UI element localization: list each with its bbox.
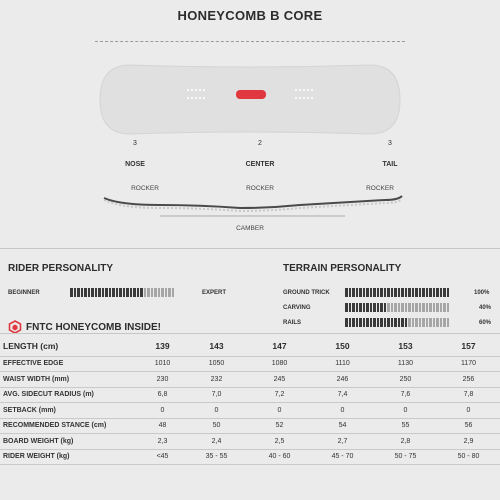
terrain-level-tick [366,288,369,297]
terrain-level-tick [436,303,439,312]
ground-trick-value: 100% [474,290,490,296]
table-cell: 55 [374,418,437,434]
table-cell: 256 [437,372,500,388]
terrain-level-tick [384,318,387,327]
length-cell: 153 [374,337,437,356]
table-cell: <45 [140,449,185,465]
row-label: RECOMMENDED STANCE (cm) [0,418,140,434]
table-cell: 230 [140,372,185,388]
section-divider [0,248,500,249]
terrain-level-tick [415,288,418,297]
rider-level-tick [74,288,77,297]
table-cell: 35 - 55 [185,449,248,465]
rider-level-tick [112,288,115,297]
terrain-level-tick [359,318,362,327]
snowboard-top-view [100,65,400,134]
table-cell: 0 [248,403,311,419]
table-cell: 1050 [185,356,248,372]
zone-nose [95,140,175,168]
tail-profile-label: ROCKER [366,185,394,192]
terrain-level-tick [422,318,425,327]
table-cell: 246 [311,372,374,388]
terrain-level-tick [345,318,348,327]
table-cell: 2,5 [248,434,311,450]
zone-tail-number: 3 [388,140,392,147]
terrain-level-tick [366,303,369,312]
rider-level-tick [98,288,101,297]
row-label: EFFECTIVE EDGE [0,356,140,372]
table-row [0,449,500,465]
terrain-level-tick [408,318,411,327]
zone-center [220,140,300,168]
terrain-level-tick [429,318,432,327]
terrain-level-tick [352,288,355,297]
terrain-level-tick [384,288,387,297]
zone-nose-name: NOSE [125,161,145,168]
carving-meter [345,303,449,312]
center-profile-label: ROCKER [246,185,274,192]
rider-level-tick [168,288,171,297]
table-cell: 7,2 [248,387,311,403]
table-row [0,356,500,372]
terrain-level-tick [419,288,422,297]
terrain-level-tick [394,288,397,297]
table-cell: 48 [140,418,185,434]
terrain-level-tick [426,288,429,297]
table-cell: 7,0 [185,387,248,403]
table-cell: 50 - 75 [374,449,437,465]
terrain-level-tick [405,318,408,327]
terrain-level-tick [345,303,348,312]
terrain-level-tick [436,288,439,297]
page-title: HONEYCOMB B CORE [177,8,323,23]
terrain-level-tick [447,288,450,297]
zone-nose-number: 3 [133,140,137,147]
rider-level-tick [137,288,140,297]
rider-level-tick [172,288,175,297]
table-header-row [0,337,500,356]
terrain-level-tick [398,318,401,327]
terrain-level-tick [401,318,404,327]
spec-table [0,337,500,465]
rider-level-tick [95,288,98,297]
table-cell: 0 [140,403,185,419]
rider-level-tick [151,288,154,297]
terrain-level-tick [391,318,394,327]
nose-profile-label: ROCKER [131,185,159,192]
carving-label: CARVING [283,305,311,311]
terrain-level-tick [440,318,443,327]
terrain-level-tick [391,288,394,297]
terrain-level-tick [412,318,415,327]
terrain-level-tick [398,303,401,312]
rider-level-tick [109,288,112,297]
terrain-level-tick [370,288,373,297]
terrain-level-tick [405,303,408,312]
terrain-level-tick [356,288,359,297]
terrain-level-tick [419,318,422,327]
rider-level-tick [81,288,84,297]
zone-center-name: CENTER [245,161,275,168]
terrain-level-tick [422,303,425,312]
terrain-level-tick [433,303,436,312]
terrain-level-tick [405,288,408,297]
rider-level-tick [133,288,136,297]
terrain-level-tick [366,318,369,327]
rider-level-tick [84,288,87,297]
row-label: RIDER WEIGHT (kg) [0,449,140,465]
terrain-level-tick [370,303,373,312]
title-divider [95,41,405,42]
table-row [0,418,500,434]
terrain-level-tick [356,318,359,327]
table-cell: 2,8 [374,434,437,450]
terrain-level-tick [356,303,359,312]
board-profile-line [104,196,402,208]
ground-trick-label: GROUND TRICK [283,290,330,296]
row-label: WAIST WIDTH (mm) [0,372,140,388]
row-label: AVG. SIDECUT RADIUS (m) [0,387,140,403]
length-cell: 143 [185,337,248,356]
terrain-level-tick [433,318,436,327]
terrain-level-tick [415,318,418,327]
terrain-level-tick [387,288,390,297]
terrain-level-tick [370,318,373,327]
table-cell: 7,6 [374,387,437,403]
beginner-label: BEGINNER [8,290,40,296]
terrain-level-tick [387,303,390,312]
terrain-level-tick [377,288,380,297]
table-cell: 0 [437,403,500,419]
rider-level-tick [91,288,94,297]
table-cell: 1170 [437,356,500,372]
terrain-level-tick [363,288,366,297]
table-row [0,434,500,450]
terrain-level-tick [380,303,383,312]
terrain-level-tick [380,288,383,297]
table-cell: 2,9 [437,434,500,450]
table-cell: 45 - 70 [311,449,374,465]
table-cell: 1010 [140,356,185,372]
terrain-level-tick [359,288,362,297]
terrain-level-tick [419,303,422,312]
table-cell: 56 [437,418,500,434]
table-row [0,403,500,419]
terrain-level-tick [443,318,446,327]
terrain-level-tick [377,318,380,327]
table-cell: 7,4 [311,387,374,403]
length-cell: 157 [437,337,500,356]
terrain-level-tick [359,303,362,312]
table-cell: 0 [185,403,248,419]
terrain-level-tick [422,288,425,297]
terrain-level-tick [384,303,387,312]
table-cell: 52 [248,418,311,434]
terrain-personality-heading: TERRAIN PERSONALITY [283,263,402,274]
rails-label: RAILS [283,320,301,326]
ground-trick-meter [345,288,449,297]
terrain-level-tick [363,303,366,312]
rider-personality-heading: RIDER PERSONALITY [8,263,114,274]
terrain-level-tick [349,303,352,312]
table-cell: 1130 [374,356,437,372]
terrain-level-tick [408,288,411,297]
terrain-level-tick [387,318,390,327]
length-cell: 150 [311,337,374,356]
rider-level-tick [119,288,122,297]
terrain-level-tick [394,318,397,327]
fntc-text: FNTC HONEYCOMB INSIDE! [26,321,161,333]
rider-level-tick [126,288,129,297]
terrain-level-tick [394,303,397,312]
rider-level-tick [123,288,126,297]
rider-level-tick [70,288,73,297]
row-label: BOARD WEIGHT (kg) [0,434,140,450]
terrain-level-tick [363,318,366,327]
table-cell: 0 [374,403,437,419]
expert-label: EXPERT [202,290,227,296]
hexagon-logo-icon [8,320,22,334]
rails-value: 60% [479,320,492,326]
terrain-level-tick [426,303,429,312]
rider-level-tick [154,288,157,297]
table-row [0,387,500,403]
terrain-level-tick [380,318,383,327]
rider-level-tick [147,288,150,297]
core-insert-highlight [236,90,266,99]
terrain-level-tick [401,288,404,297]
terrain-level-tick [349,318,352,327]
rider-level-tick [102,288,105,297]
table-cell: 245 [248,372,311,388]
rider-level-tick [158,288,161,297]
length-header: LENGTH (cm) [0,337,140,356]
table-cell: 54 [311,418,374,434]
terrain-level-tick [433,288,436,297]
row-label: SETBACK (mm) [0,403,140,419]
rider-level-tick [140,288,143,297]
terrain-level-tick [377,303,380,312]
terrain-level-tick [429,288,432,297]
table-cell: 7,8 [437,387,500,403]
terrain-level-tick [352,303,355,312]
terrain-level-tick [345,288,348,297]
terrain-level-tick [443,303,446,312]
table-cell: 232 [185,372,248,388]
table-cell: 2,7 [311,434,374,450]
terrain-level-tick [408,303,411,312]
camber-label: CAMBER [236,225,264,232]
table-cell: 250 [374,372,437,388]
rails-meter [345,318,449,327]
terrain-level-tick [440,288,443,297]
terrain-level-tick [391,303,394,312]
terrain-level-tick [412,288,415,297]
table-cell: 2,3 [140,434,185,450]
length-cell: 147 [248,337,311,356]
table-cell: 1080 [248,356,311,372]
terrain-level-tick [412,303,415,312]
table-top-divider [0,333,500,334]
table-cell: 2,4 [185,434,248,450]
zone-tail [350,140,430,168]
terrain-level-tick [401,303,404,312]
table-cell: 1110 [311,356,374,372]
terrain-level-tick [373,303,376,312]
rider-level-tick [88,288,91,297]
table-cell: 50 [185,418,248,434]
terrain-level-tick [443,288,446,297]
terrain-level-tick [447,318,450,327]
terrain-level-tick [398,288,401,297]
terrain-level-tick [440,303,443,312]
table-cell: 0 [311,403,374,419]
terrain-level-tick [373,318,376,327]
terrain-level-tick [429,303,432,312]
terrain-level-tick [426,318,429,327]
table-cell: 50 - 80 [437,449,500,465]
length-cell: 139 [140,337,185,356]
rider-level-tick [77,288,80,297]
terrain-level-tick [349,288,352,297]
terrain-level-tick [436,318,439,327]
rider-level-tick [130,288,133,297]
rider-level-meter [70,288,174,297]
table-cell: 40 - 60 [248,449,311,465]
rider-level-tick [165,288,168,297]
table-cell: 6,8 [140,387,185,403]
rider-level-tick [105,288,108,297]
rider-level-tick [161,288,164,297]
fntc-banner [8,320,161,334]
zone-tail-name: TAIL [382,161,398,168]
table-row [0,372,500,388]
terrain-level-tick [447,303,450,312]
rider-level-tick [116,288,119,297]
terrain-level-tick [415,303,418,312]
carving-value: 40% [479,305,492,311]
rider-level-tick [144,288,147,297]
terrain-level-tick [373,288,376,297]
zone-center-number: 2 [258,140,262,147]
terrain-level-tick [352,318,355,327]
